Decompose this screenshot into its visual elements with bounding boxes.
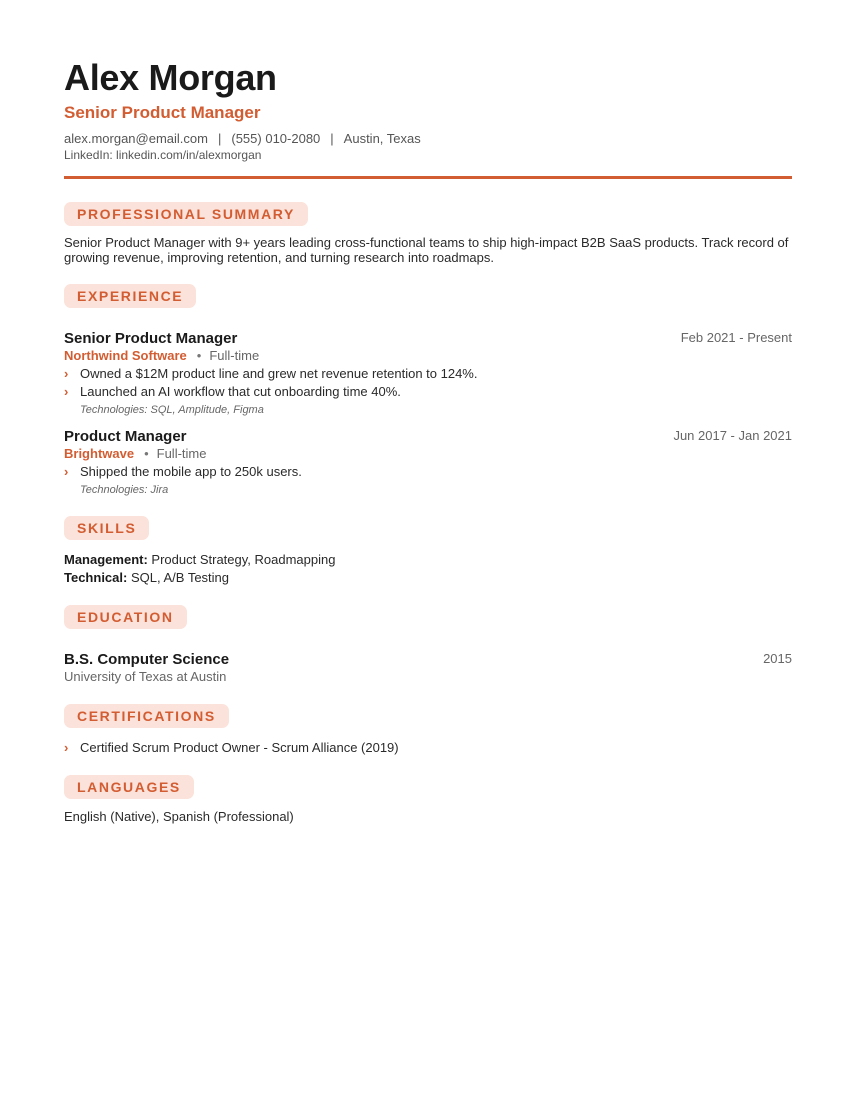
- chevron-right-icon: ›: [64, 384, 69, 399]
- linkedin-link[interactable]: LinkedIn: linkedin.com/in/alexmorgan: [64, 148, 262, 162]
- job-bullet: [64, 464, 302, 480]
- section-heading-certifications: CERTIFICATIONS: [64, 704, 229, 728]
- employment-type: Full-time: [156, 446, 207, 461]
- contact-separator: |: [330, 131, 334, 146]
- skill-value: SQL, A/B Testing: [130, 570, 230, 585]
- company-line: [64, 348, 259, 364]
- skill-line: [64, 570, 229, 586]
- company-line: [64, 446, 206, 462]
- bullet-text: Shipped the mobile app to 250k users.: [80, 464, 302, 479]
- contact-separator: |: [217, 131, 222, 146]
- languages-text: English (Native), Spanish (Professional): [64, 809, 294, 824]
- certification-text: Certified Scrum Product Owner - Scrum Alliance (2019): [80, 740, 399, 755]
- employment-type: Full-time: [209, 348, 260, 363]
- skill-value: Product Strategy, Roadmapping: [151, 552, 336, 567]
- company-name: Brightwave: [64, 446, 135, 461]
- technologies-text: Technologies: Jira: [80, 484, 169, 496]
- email-link[interactable]: alex.morgan@email.com: [64, 131, 208, 146]
- candidate-name: Alex Morgan: [64, 57, 277, 98]
- skill-label: Technical:: [64, 570, 128, 585]
- graduation-year: 2015: [763, 651, 792, 666]
- section-heading-summary: PROFESSIONAL SUMMARY: [64, 202, 308, 226]
- section-heading-skills: SKILLS: [64, 516, 149, 540]
- header-divider: [64, 176, 792, 179]
- chevron-right-icon: ›: [64, 464, 69, 479]
- dot-separator: •: [196, 348, 202, 363]
- company-name: Northwind Software: [64, 348, 187, 363]
- section-heading-education: EDUCATION: [64, 605, 187, 629]
- job-title: Product Manager: [64, 428, 187, 445]
- bullet-text: Owned a $12M product line and grew net revenue retention to 124%.: [80, 366, 478, 381]
- job-bullet: [64, 384, 401, 400]
- degree-title: B.S. Computer Science: [64, 651, 230, 668]
- chevron-right-icon: ›: [64, 740, 69, 755]
- skill-label: Management:: [64, 552, 148, 567]
- certification-item: [64, 740, 399, 756]
- dot-separator: •: [144, 446, 149, 461]
- candidate-title: Senior Product Manager: [64, 103, 261, 122]
- job-bullet: [64, 366, 477, 382]
- section-heading-experience: EXPERIENCE: [64, 284, 196, 308]
- job-dates: Feb 2021 - Present: [680, 330, 792, 345]
- job-dates: Jun 2017 - Jan 2021: [673, 428, 792, 443]
- summary-text: Senior Product Manager with 9+ years leading cross-functional teams to ship high-impact B2B SaaS products. Track record of growing revenue, improving retention, and turning research into roadmaps.: [64, 235, 789, 265]
- job-title: Senior Product Manager: [64, 330, 238, 347]
- chevron-right-icon: ›: [64, 366, 69, 381]
- bullet-text: Launched an AI workflow that cut onboarding time 40%.: [80, 384, 401, 399]
- skill-line: [64, 552, 335, 568]
- technologies-text: Technologies: SQL, Amplitude, Figma: [80, 404, 264, 416]
- section-heading-languages: LANGUAGES: [64, 775, 194, 799]
- location-text: Austin, Texas: [343, 131, 421, 146]
- contact-line: [64, 131, 421, 147]
- phone-text: (555) 010-2080: [231, 131, 321, 146]
- school-name: University of Texas at Austin: [64, 669, 227, 684]
